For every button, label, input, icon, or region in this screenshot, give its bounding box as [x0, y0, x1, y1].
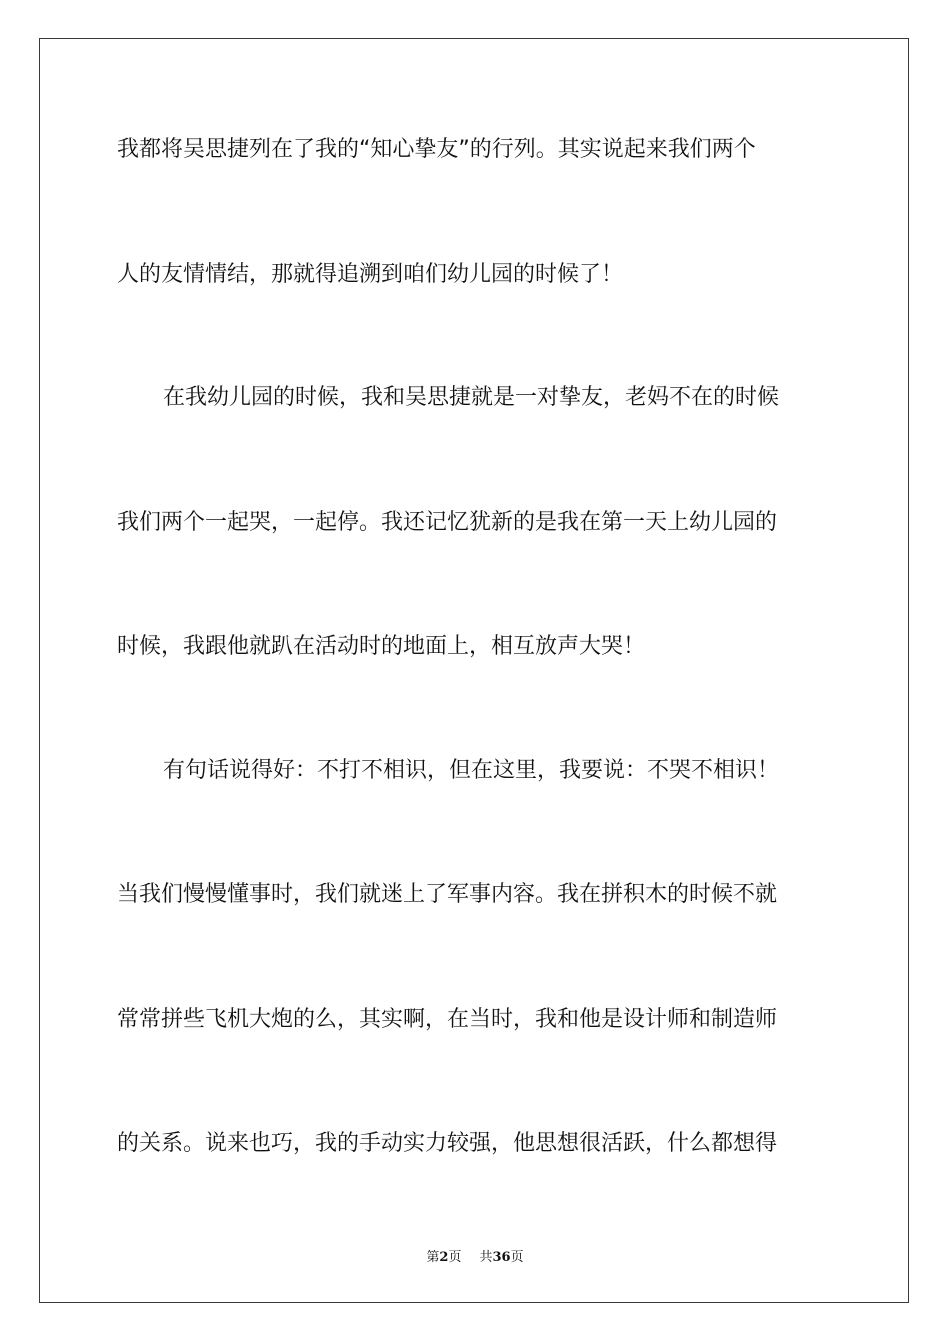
text-line-9: 的关系。说来也巧，我的手动实力较强，他思想很活跃，什么都想得 — [117, 1131, 778, 1156]
text-line-2: 人的友情情结，那就得追溯到咱们幼儿园的时候了！ — [117, 262, 624, 287]
text-line-6: 有句话说得好：不打不相识，但在这里，我要说：不哭不相识！ — [163, 758, 780, 783]
total-suffix: 页 — [510, 1250, 524, 1265]
text-line-3: 在我幼儿园的时候，我和吴思捷就是一对挚友，老妈不在的时候 — [163, 385, 780, 410]
text-line-8: 常常拼些飞机大炮的么，其实啊，在当时，我和他是设计师和制造师 — [117, 1007, 778, 1032]
total-prefix: 共 — [479, 1250, 493, 1265]
page-suffix: 页 — [448, 1250, 462, 1265]
page-prefix: 第 — [426, 1250, 440, 1265]
total-pages: 36 — [492, 1250, 511, 1265]
text-line-5: 时候，我跟他就趴在活动时的地面上，相互放声大哭！ — [117, 634, 646, 659]
text-line-4: 我们两个一起哭，一起停。我还记忆犹新的是我在第一天上幼儿园的 — [117, 510, 778, 535]
page-number: 2 — [439, 1250, 449, 1265]
text-line-1: 我都将吴思捷列在了我的“知心挚友”的行列。其实说起来我们两个 — [117, 137, 756, 162]
page-footer — [0, 1246, 950, 1265]
text-line-7: 当我们慢慢懂事时，我们就迷上了军事内容。我在拼积木的时候不就 — [117, 882, 778, 907]
page-border — [39, 38, 909, 1303]
